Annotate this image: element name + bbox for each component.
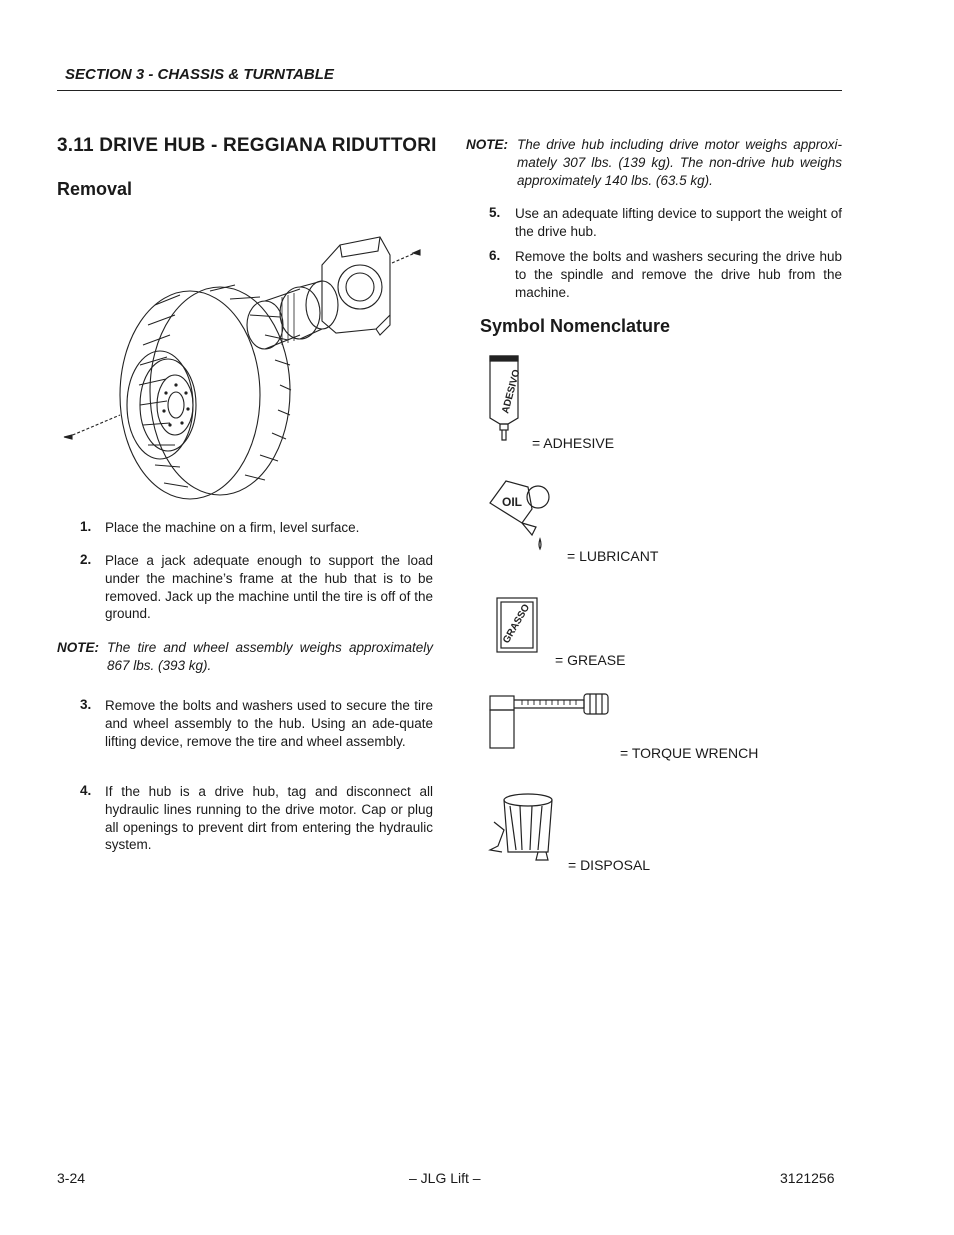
note-label: NOTE: xyxy=(57,640,99,655)
adhesive-label: = ADHESIVE xyxy=(532,435,615,451)
footer-center-title: – JLG Lift – xyxy=(409,1170,481,1186)
oil-icon-text: OIL xyxy=(502,495,522,509)
torque-wrench-icon xyxy=(488,690,612,750)
torque-wrench-label: = TORQUE WRENCH xyxy=(620,745,759,761)
step-text: Use an adequate lifting device to support the weight of the drive hub. xyxy=(515,206,842,239)
page-title: 3.11 DRIVE HUB - REGGIANA RIDUTTORI xyxy=(57,135,437,156)
note-text: The drive hub including drive motor weighs approxi-mately 307 lbs. (139 kg). The non-drive hub weighs approximately 140 lbs. (63.5 kg). xyxy=(517,137,842,188)
footer-page-number: 3-24 xyxy=(57,1170,86,1186)
step-text: Place the machine on a firm, level surface. xyxy=(105,520,360,535)
step-number: 5. xyxy=(489,205,501,220)
note-text: The tire and wheel assembly weighs approximately 867 lbs. (393 kg). xyxy=(107,640,433,673)
header-divider xyxy=(57,90,842,91)
tire-hub-exploded-illustration xyxy=(60,225,435,505)
removal-heading: Removal xyxy=(57,179,133,199)
disposal-label: = DISPOSAL xyxy=(568,857,651,873)
adhesive-tube-icon xyxy=(484,352,524,444)
lubricant-label: = LUBRICANT xyxy=(567,548,659,564)
grease-icon-text: GRASSO xyxy=(501,602,533,646)
step-text: Place a jack adequate enough to support the load under the machine’s frame at the hub that is to be removed. Jack up the machine until the tire is off of the ground. xyxy=(105,553,433,622)
oil-can-icon xyxy=(486,473,552,555)
footer-doc-number: 3121256 xyxy=(780,1170,835,1186)
step-number: 3. xyxy=(80,697,92,712)
note-label: NOTE: xyxy=(466,137,508,152)
symbol-nomenclature-heading: Symbol Nomenclature xyxy=(480,316,671,336)
step-text: Remove the bolts and washers securing the drive hub to the spindle and remove the drive hub from the machine. xyxy=(515,249,842,300)
disposal-bin-icon xyxy=(488,790,560,864)
step-number: 6. xyxy=(489,248,501,263)
section-header: SECTION 3 - CHASSIS & TURNTABLE xyxy=(65,66,334,83)
step-number: 2. xyxy=(80,552,92,567)
grease-label: = GREASE xyxy=(555,652,626,668)
adhesive-icon-text: ADESIVO xyxy=(500,368,523,415)
step-number: 1. xyxy=(80,519,92,534)
step-text: Remove the bolts and washers used to secure the tire and wheel assembly to the hub. Using an ade-quate lifting device, remove the tire and wheel assembly. xyxy=(105,698,433,749)
step-text: If the hub is a drive hub, tag and disconnect all hydraulic lines running to the drive motor. Cap or plug all openings to prevent dirt from entering the hydraulic system. xyxy=(105,784,433,853)
grease-can-icon xyxy=(494,596,542,654)
step-number: 4. xyxy=(80,783,92,798)
